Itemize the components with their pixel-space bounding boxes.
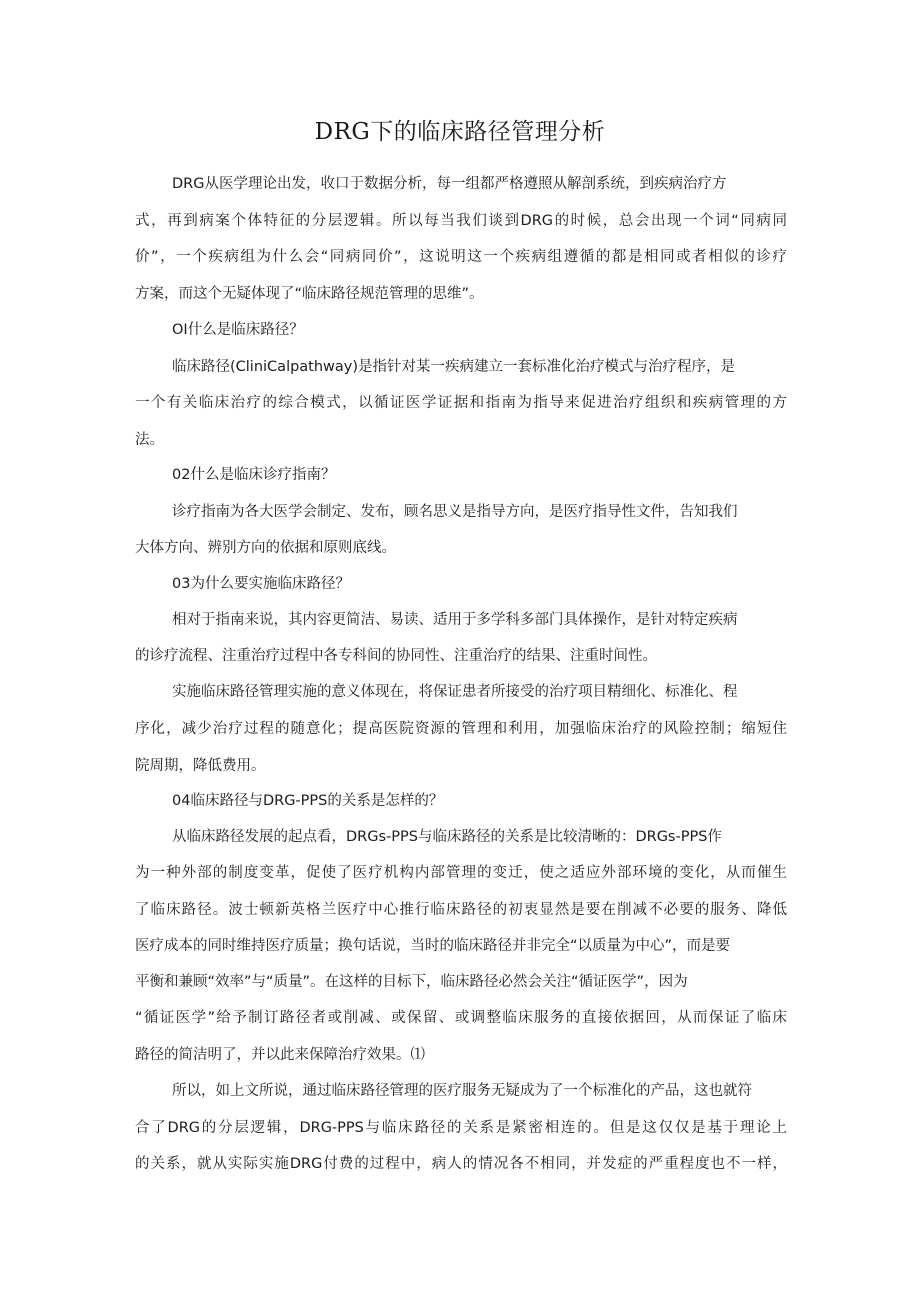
text-line: 临床路径(CliniCalpathway)是指针对某一疾病建立一套标准化治疗模式与治疗程序，是 bbox=[172, 359, 736, 375]
text-line: 医疗成本的同时维持医疗质量；换句话说，当时的临床路径并非完全“以质量为中心”，而是要 bbox=[135, 938, 731, 954]
text-line: 院周期，降低费用。 bbox=[135, 758, 266, 774]
text-line: 04临床路径与DRG-PPS的关系是怎样的？ bbox=[172, 793, 444, 809]
text-line: 02什么是临床诊疗指南？ bbox=[172, 467, 336, 483]
text-line: 实施临床路径管理实施的意义体现在，将保证患者所接受的治疗项目精细化、标准化、程 bbox=[172, 684, 738, 700]
text-line: “循证医学”给予制订路径者或削减、或保留、或调整临床服务的直接依据回，从而保证了临床 bbox=[135, 1010, 787, 1026]
text-line: 方案，而这个无疑体现了“临床路径规范管理的思维”。 bbox=[135, 286, 484, 302]
text-line: 法。 bbox=[135, 432, 164, 448]
text-line: 一个有关临床治疗的综合模式，以循证医学证据和指南为指导来促进治疗组织和疾病管理的方 bbox=[135, 395, 787, 411]
text-line: 路径的简洁明了，并以此来保障治疗效果。⑴ bbox=[135, 1047, 425, 1063]
text-line: 大体方向、辨别方向的依据和原则底线。 bbox=[135, 540, 396, 556]
text-line: 诊疗指南为各大医学会制定、发布，顾名思义是指导方向，是医疗指导性文件，告知我们 bbox=[172, 504, 738, 520]
text-line: OI什么是临床路径？ bbox=[172, 322, 304, 338]
text-line: 了临床路径。波士顿新英格兰医疗中心推行临床路径的初衷显然是要在削减不必要的服务、降低 bbox=[135, 902, 787, 918]
text-line: 合了DRG的分层逻辑，DRG-PPS与临床路径的关系是紧密相连的。但是这仅仅是基于理论上 bbox=[135, 1120, 787, 1136]
text-line: 的关系，就从实际实施DRG付费的过程中，病人的情况各不相同，并发症的严重程度也不一样， bbox=[135, 1156, 787, 1172]
text-line: 价”，一个疾病组为什么会“同病同价”，这说明这一个疾病组遵循的都是相同或者相似的诊疗 bbox=[135, 249, 787, 265]
text-line: 所以，如上文所说，通过临床路径管理的医疗服务无疑成为了一个标准化的产品，这也就符 bbox=[172, 1083, 752, 1099]
text-line: 式，再到病案个体特征的分层逻辑。所以每当我们谈到DRG的时候，总会出现一个词“同病同 bbox=[135, 213, 787, 229]
text-line: 03为什么要实施临床路径？ bbox=[172, 576, 350, 592]
text-line: 序化，减少治疗过程的随意化；提高医院资源的管理和利用，加强临床治疗的风险控制；缩短住 bbox=[135, 721, 787, 737]
text-line: 的诊疗流程、注重治疗过程中各专科间的协同性、注重治疗的结果、注重时间性。 bbox=[135, 648, 657, 664]
text-line: 从临床路径发展的起点看，DRGs-PPS与临床路径的关系是比较清晰的：DRGs-PPS作 bbox=[172, 829, 722, 845]
text-line: 平衡和兼顾“效率”与“质量”。在这样的目标下，临床路径必然会关注“循证医学”，因为 bbox=[135, 974, 688, 990]
text-line: 为一种外部的制度变革，促使了医疗机构内部管理的变迁，使之适应外部环境的变化，从而催生 bbox=[135, 865, 787, 881]
text-line: DRG从医学理论出发，收口于数据分析，每一组都严格遵照从解剖系统，到疾病治疗方 bbox=[172, 176, 727, 192]
document-title: DRG下的临床路径管理分析 bbox=[314, 119, 606, 145]
text-line: 相对于指南来说，其内容更简洁、易读、适用于多学科多部门具体操作，是针对特定疾病 bbox=[172, 612, 738, 628]
